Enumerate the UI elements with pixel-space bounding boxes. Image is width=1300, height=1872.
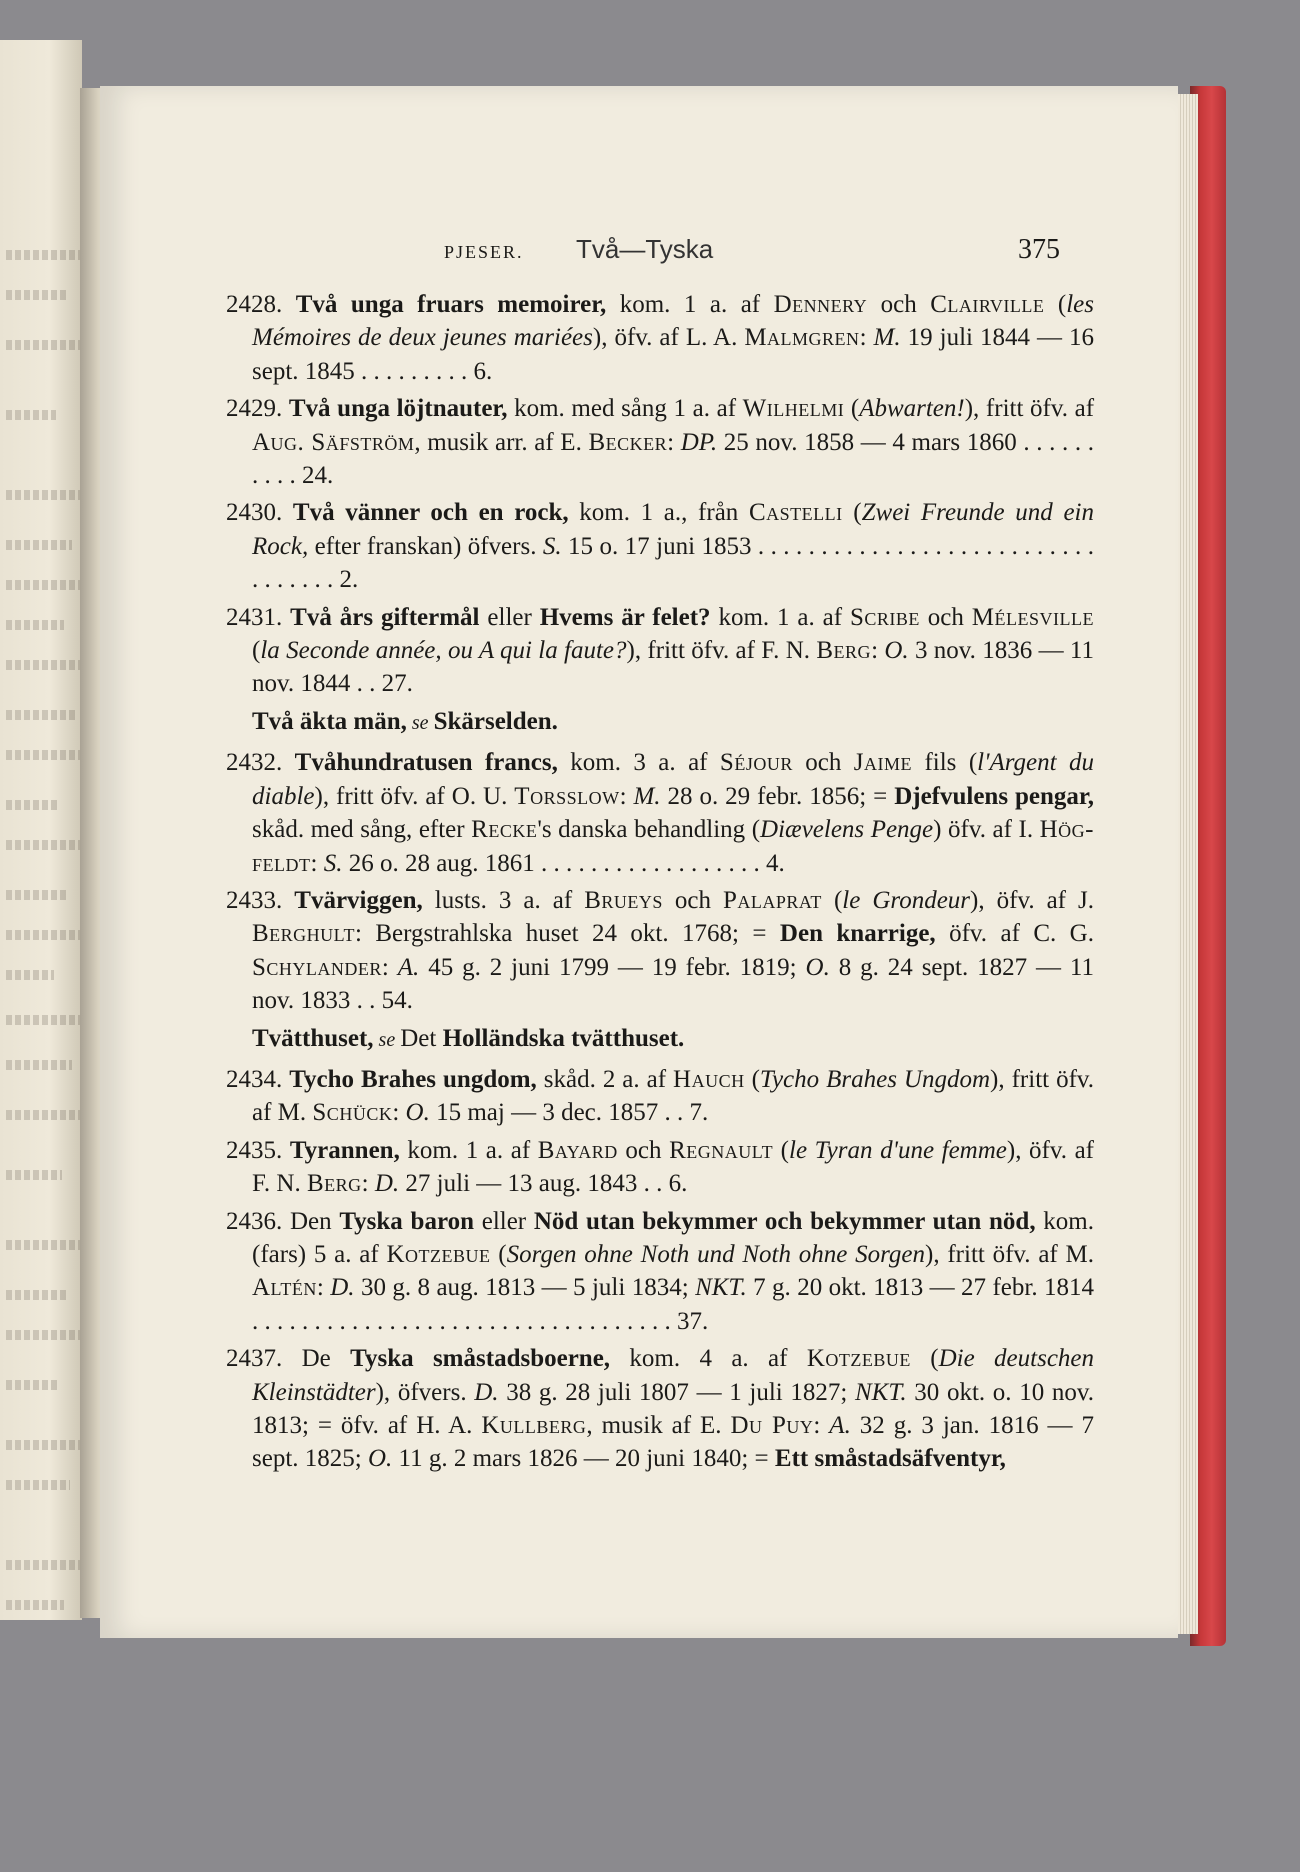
translator: Kullberg [481,1412,587,1439]
author: Wilhelmi [742,395,845,423]
entry-2436: 2436. Den Tyska baron eller Nöd utan bekymmer och bekymmer utan nöd, kom. (fars) 5 a. af Kotzebue (Sorgen ohne Noth und Noth ohne Sorgen), fritt öfv. af M. Altén: D. 30 g. 8 aug. 1813 — 5 juli 1834; NKT. 7 g. 20 okt. 1813 — 27 febr. 1814 . . . . . . . . . . . . . . . . . . . . . . . . . . . . . . . . . . 37. [226,1207,1094,1335]
theatre-code: D. [374,1170,400,1198]
entry-alt-title: Den knarrige, [779,920,936,948]
entry-title: Tycho Brahes ungdom, [289,1065,537,1093]
author: Castelli [748,499,843,527]
translator: Malmgren [744,324,860,352]
original-title: Abwarten! [859,395,965,423]
theatre-code: M. [873,324,901,352]
translator: Berg [816,637,872,665]
entry-number: 2432. [226,749,283,777]
entry-title: Tvärviggen, [294,886,423,914]
cross-reference-tvatthuset: Tvätthuset, se Det Holländska tvätthuset. [252,1024,685,1052]
entry-alt-title: Djefvulens pengar, [894,782,1094,810]
translator: Hög-feldt [252,816,1094,877]
left-facing-page-edge [0,40,82,1620]
entry-2435: 2435. Tyrannen, kom. 1 a. af Bayard och Regnault (le Tyran d'une femme), öfv. af F. N. Berg: D. 27 juli — 13 aug. 1843 . . 6. [226,1136,1095,1198]
entry-number: 2428. [226,291,283,318]
author: Scribe [849,603,920,631]
author: Séjour [719,749,793,777]
author: Dennery [773,291,868,318]
theatre-code: NKT. [695,1274,747,1302]
running-header [226,234,1094,274]
entry-title: Två års giftermål [290,603,480,631]
author: Regnault [669,1136,774,1164]
theatre-code: M. [633,782,661,810]
author: Recke [471,816,538,844]
theatre-code: A. [397,953,420,981]
author: Kotzebue [386,1240,491,1268]
theatre-code: DP. [680,428,718,456]
entry-2431: 2431. Två års giftermål eller Hvems är felet? kom. 1 a. af Scribe och Mélesville (la Seconde année, ou A qui la faute?), fritt öfv. af F. N. Berg: O. 3 nov. 1836 — 11 nov. 1844 . . 27. [226,603,1095,698]
entry-number: 2433. [226,886,283,914]
entry-title: Tyska småstadsboerne, [350,1345,611,1373]
theatre-code: A. [829,1412,851,1439]
crossref-target: Skärselden. [433,707,558,735]
author: Brueys [584,886,663,914]
original-title: Zwei Freunde und ein Rock, [252,499,1094,560]
original-title: Die deutschen Kleinstädter [252,1345,1095,1406]
entry-alt-title: Nöd utan bekymmer och bekymmer utan nöd, [533,1207,1036,1235]
original-title: les Mémoires de deux jeunes mariées [252,291,1094,352]
arranger: Becker [588,428,668,456]
author: Mélesville [971,603,1095,631]
entry-number: 2429. [226,395,283,423]
entry-2429: 2429. Två unga löjtnauter, kom. med sång 1 a. af Wilhelmi (Abwarten!), fritt öfv. af Aug. Säfström, musik arr. af E. Becker: DP. 25 nov. 1858 — 4 mars 1860 . . . . . . . . . . 24. [226,395,1095,490]
translator: Berghult [252,920,356,948]
translator: Berg [306,1170,362,1198]
author: Palaprat [723,886,822,914]
theatre-code: O. [805,953,830,981]
crossref-target: Holländska tvätthuset. [442,1024,685,1052]
page-content [226,234,1094,1480]
translator: Torsslow [514,782,620,810]
entry-alt-title: Hvems är felet? [539,603,711,631]
entry-2437: 2437. De Tyska småstadsboerne, kom. 4 a. af Kotzebue (Die deutschen Kleinstädter), öfvers. D. 38 g. 28 juli 1807 — 1 juli 1827; NKT. 30 okt. o. 10 nov. 1813; = öfv. af H. A. Kullberg, musik af E. Du Puy: A. 32 g. 3 jan. 1816 — 7 sept. 1825; O. 11 g. 2 mars 1826 — 20 juni 1840; = Ett småstadsäfventyr, [226,1345,1095,1473]
header-range: Två—Tyska [576,234,714,264]
header-section: PJESER. [444,242,524,262]
cross-reference-tva-akta-man: Två äkta män, se Skärselden. [252,707,558,735]
entry-2433: 2433. Tvärviggen, lusts. 3 a. af Brueys och Palaprat (le Grondeur), öfv. af J. Berghult: Bergstrahlska huset 24 okt. 1768; = Den knarrige, öfv. af C. G. Schylander: A. 45 g. 2 juni 1799 — 19 febr. 1819; O. 8 g. 24 sept. 1827 — 11 nov. 1833 . . 54. [226,886,1095,1015]
theatre-code: O. [405,1099,430,1127]
theatre-code: S. [542,532,562,560]
entry-number: 2431. [226,603,283,631]
entry-number: 2430. [226,499,283,527]
translator: Altén [252,1274,317,1302]
theatre-code: NKT. [854,1378,907,1406]
entry-number: 2436. [226,1207,283,1235]
crossref-title: Två äkta män, [252,707,407,735]
original-title: Tycho Brahes Ungdom [759,1065,991,1093]
crossref-title: Tvätthuset, [252,1024,374,1052]
entry-2432: 2432. Tvåhundratusen francs, kom. 3 a. af Séjour och Jaime fils (l'Argent du diable), fritt öfv. af O. U. Torsslow: M. 28 o. 29 febr. 1856; = Djefvulens pengar, skåd. med sång, efter Recke's danska behandling (Diævelens Penge) öfv. af I. Hög-feldt: S. 26 o. 28 aug. 1861 . . . . . . . . . . . . . . . . . . 4. [226,749,1094,877]
theatre-code: O. [367,1445,393,1473]
original-title: le Grondeur [842,886,971,914]
theatre-code: O. [884,637,909,665]
entry-2428: 2428. Två unga fruars memoirer, kom. 1 a. af Dennery och Clairville (les Mémoires de deux jeunes mariées), öfv. af L. A. Malmgren: M. 19 juli 1844 — 16 sept. 1845 . . . . . . . . . 6. [226,291,1094,385]
original-title: la Seconde année, ou A qui la faute? [260,637,627,665]
entry-number: 2434. [226,1065,283,1093]
entry-title: Tyska baron [339,1207,474,1235]
original-title: Diævelens Penge [760,816,934,844]
theatre-code: S. [323,849,343,877]
author: Bayard [537,1136,618,1164]
page-number: 375 [1018,234,1060,265]
entry-number: 2437. [226,1345,283,1373]
author: Jaime [853,749,913,777]
author: Hauch [673,1065,745,1093]
entry-number: 2435. [226,1136,283,1164]
original-title: l'Argent du diable [252,749,1094,810]
entry-2430: 2430. Två vänner och en rock, kom. 1 a., från Castelli (Zwei Freunde und ein Rock, efter franskan) öfvers. S. 15 o. 17 juni 1853 . . . . . . . . . . . . . . . . . . . . . . . . . . . . . . . . . . 2. [226,499,1094,594]
author: Kotzebue [806,1345,911,1373]
translator: Schylander [252,953,382,981]
entry-title: Tvåhundratusen francs, [294,749,558,777]
book-page [100,86,1178,1638]
entry-title: Två unga fruars memoirer, [295,291,607,318]
entry-title: Tyrannen, [289,1136,400,1164]
theatre-code: D. [474,1378,499,1406]
entry-alt-title: Ett småstadsäfventyr, [774,1445,1006,1473]
entry-2434: 2434. Tycho Brahes ungdom, skåd. 2 a. af Hauch (Tycho Brahes Ungdom), fritt öfv. af M. Schück: O. 15 maj — 3 dec. 1857 . . 7. [226,1065,1095,1127]
translator: Schück [312,1099,393,1127]
original-title: Sorgen ohne Noth und Noth ohne Sorgen [506,1240,925,1268]
entry-title: Två unga löjtnauter, [288,395,508,423]
author: Clairville [930,291,1045,318]
original-title: le Tyran d'une femme [789,1136,1007,1164]
translator: Aug. Säfström [252,428,415,456]
entry-title: Två vänner och en rock, [292,499,569,527]
theatre-code: D. [330,1274,355,1302]
composer: Du Puy [730,1412,814,1439]
